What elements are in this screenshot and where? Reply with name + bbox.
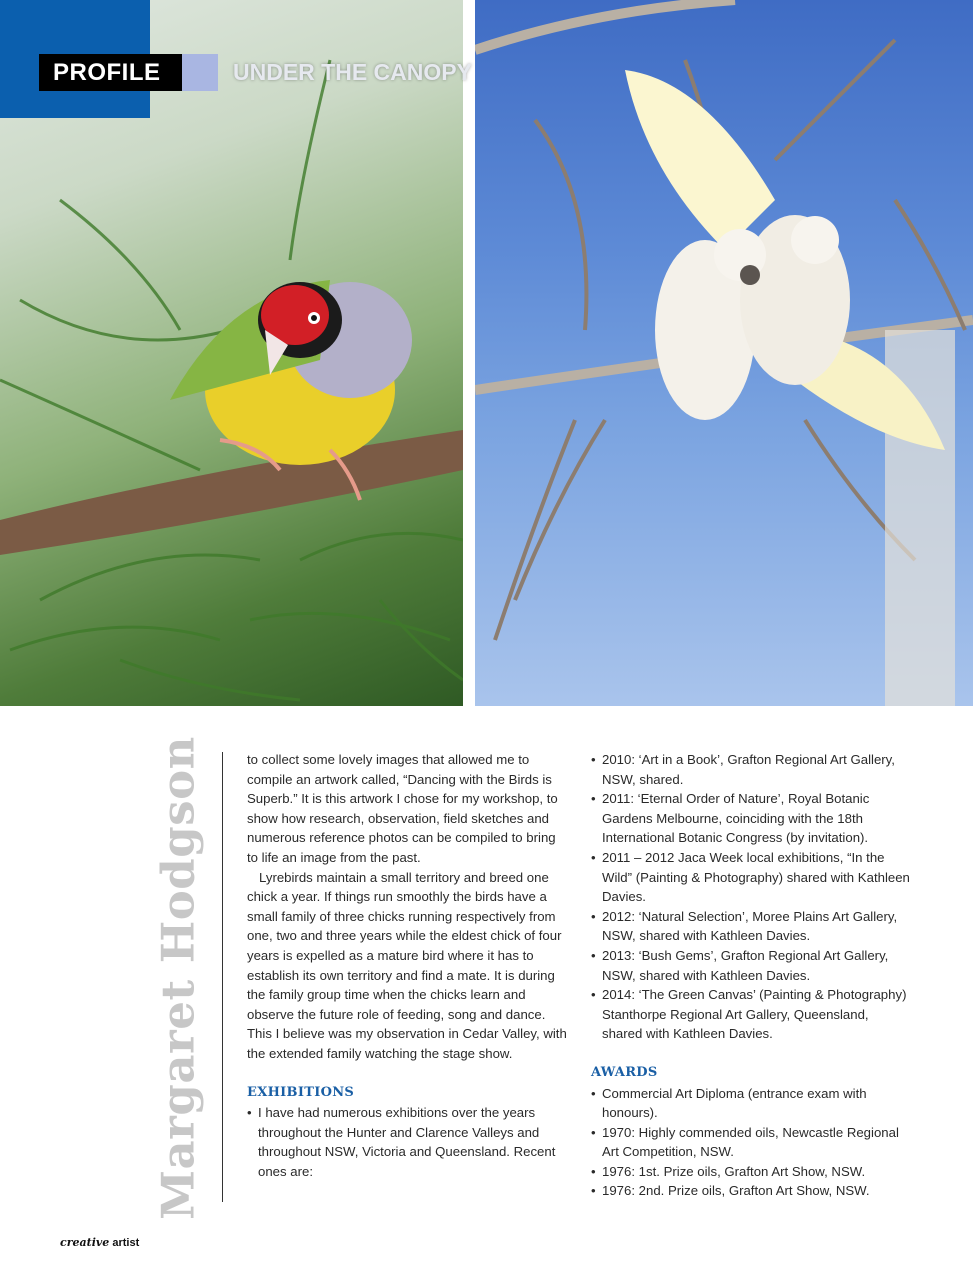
list-item: • 2013: ‘Bush Gems’, Grafton Regional Art Gallery, NSW, shared with Kathleen Davies.	[591, 946, 911, 985]
list-item: • 2010: ‘Art in a Book’, Grafton Regional Art Gallery, NSW, shared.	[591, 750, 911, 789]
profile-label: PROFILE	[39, 54, 182, 91]
list-item: • 1970: Highly commended oils, Newcastle Regional Art Competition, NSW.	[591, 1123, 911, 1162]
column-divider	[222, 752, 223, 1202]
header-swatch	[182, 54, 218, 91]
photo-gutter	[463, 0, 475, 706]
list-item: • 2012: ‘Natural Selection’, Moree Plains Art Gallery, NSW, shared with Kathleen Davies.	[591, 907, 911, 946]
list-item: • 1976: 2nd. Prize oils, Grafton Art Show, NSW.	[591, 1181, 911, 1201]
exhibitions-intro-list	[247, 1103, 567, 1181]
awards-heading: AWARDS	[591, 1064, 658, 1080]
list-item: • 2011: ‘Eternal Order of Nature’, Royal Botanic Gardens Melbourne, coinciding with the 18th International Botanic Congress (by invitation).	[591, 789, 911, 848]
brand-word: artist	[112, 1237, 140, 1249]
list-item: • 2014: ‘The Green Canvas’ (Painting & Photography) Stanthorpe Regional Art Gallery, Queensland, shared with Kathleen Davies.	[591, 985, 911, 1044]
text-column-2	[591, 750, 911, 1201]
list-item: • 2011 – 2012 Jaca Week local exhibitions, “In the Wild” (Painting & Photography) shared with Kathleen Davies.	[591, 848, 911, 907]
corellas-illustration	[475, 0, 973, 706]
exhibitions-heading: EXHIBITIONS	[247, 1084, 355, 1100]
magazine-footer	[60, 1236, 139, 1249]
corellas-photo	[475, 0, 973, 706]
body-paragraph: to collect some lovely images that allowed me to compile an artwork called, “Dancing with the Birds is Superb.” It is this artwork I chose for my workshop, to show how research, observation, field sketches and numerous reference photos can be compiled to bring to life an image from the past.	[247, 752, 558, 865]
text-column-1	[247, 750, 567, 1181]
list-item: • I have had numerous exhibitions over the years throughout the Hunter and Clarence Valleys and throughout NSW, Victoria and Queensland. Recent ones are:	[247, 1103, 567, 1181]
awards-list	[591, 1084, 911, 1202]
list-item: • 1976: 1st. Prize oils, Grafton Art Show, NSW.	[591, 1162, 911, 1182]
exhibitions-list	[591, 750, 911, 1044]
author-name: Margaret Hodgson	[151, 735, 205, 1220]
list-item: • Commercial Art Diploma (entrance exam with honours).	[591, 1084, 911, 1123]
author-name-container	[148, 735, 208, 1220]
body-paragraph: Lyrebirds maintain a small territory and breed one chick a year. If things run smoothly the birds have a small family of three chicks running respectively from one, two and three years while the eldest chick of four years is expelled as a mature bird where it has to establish its own territory and find a mate. It is during the family group time when the chicks learn and observe the future role of feeding, song and dance. This I believe was my observation in Cedar Valley, with the extended family watching the stage show.	[247, 869, 567, 1061]
brand-script: creative	[60, 1236, 110, 1249]
section-title: UNDER THE CANOPY	[233, 59, 472, 85]
